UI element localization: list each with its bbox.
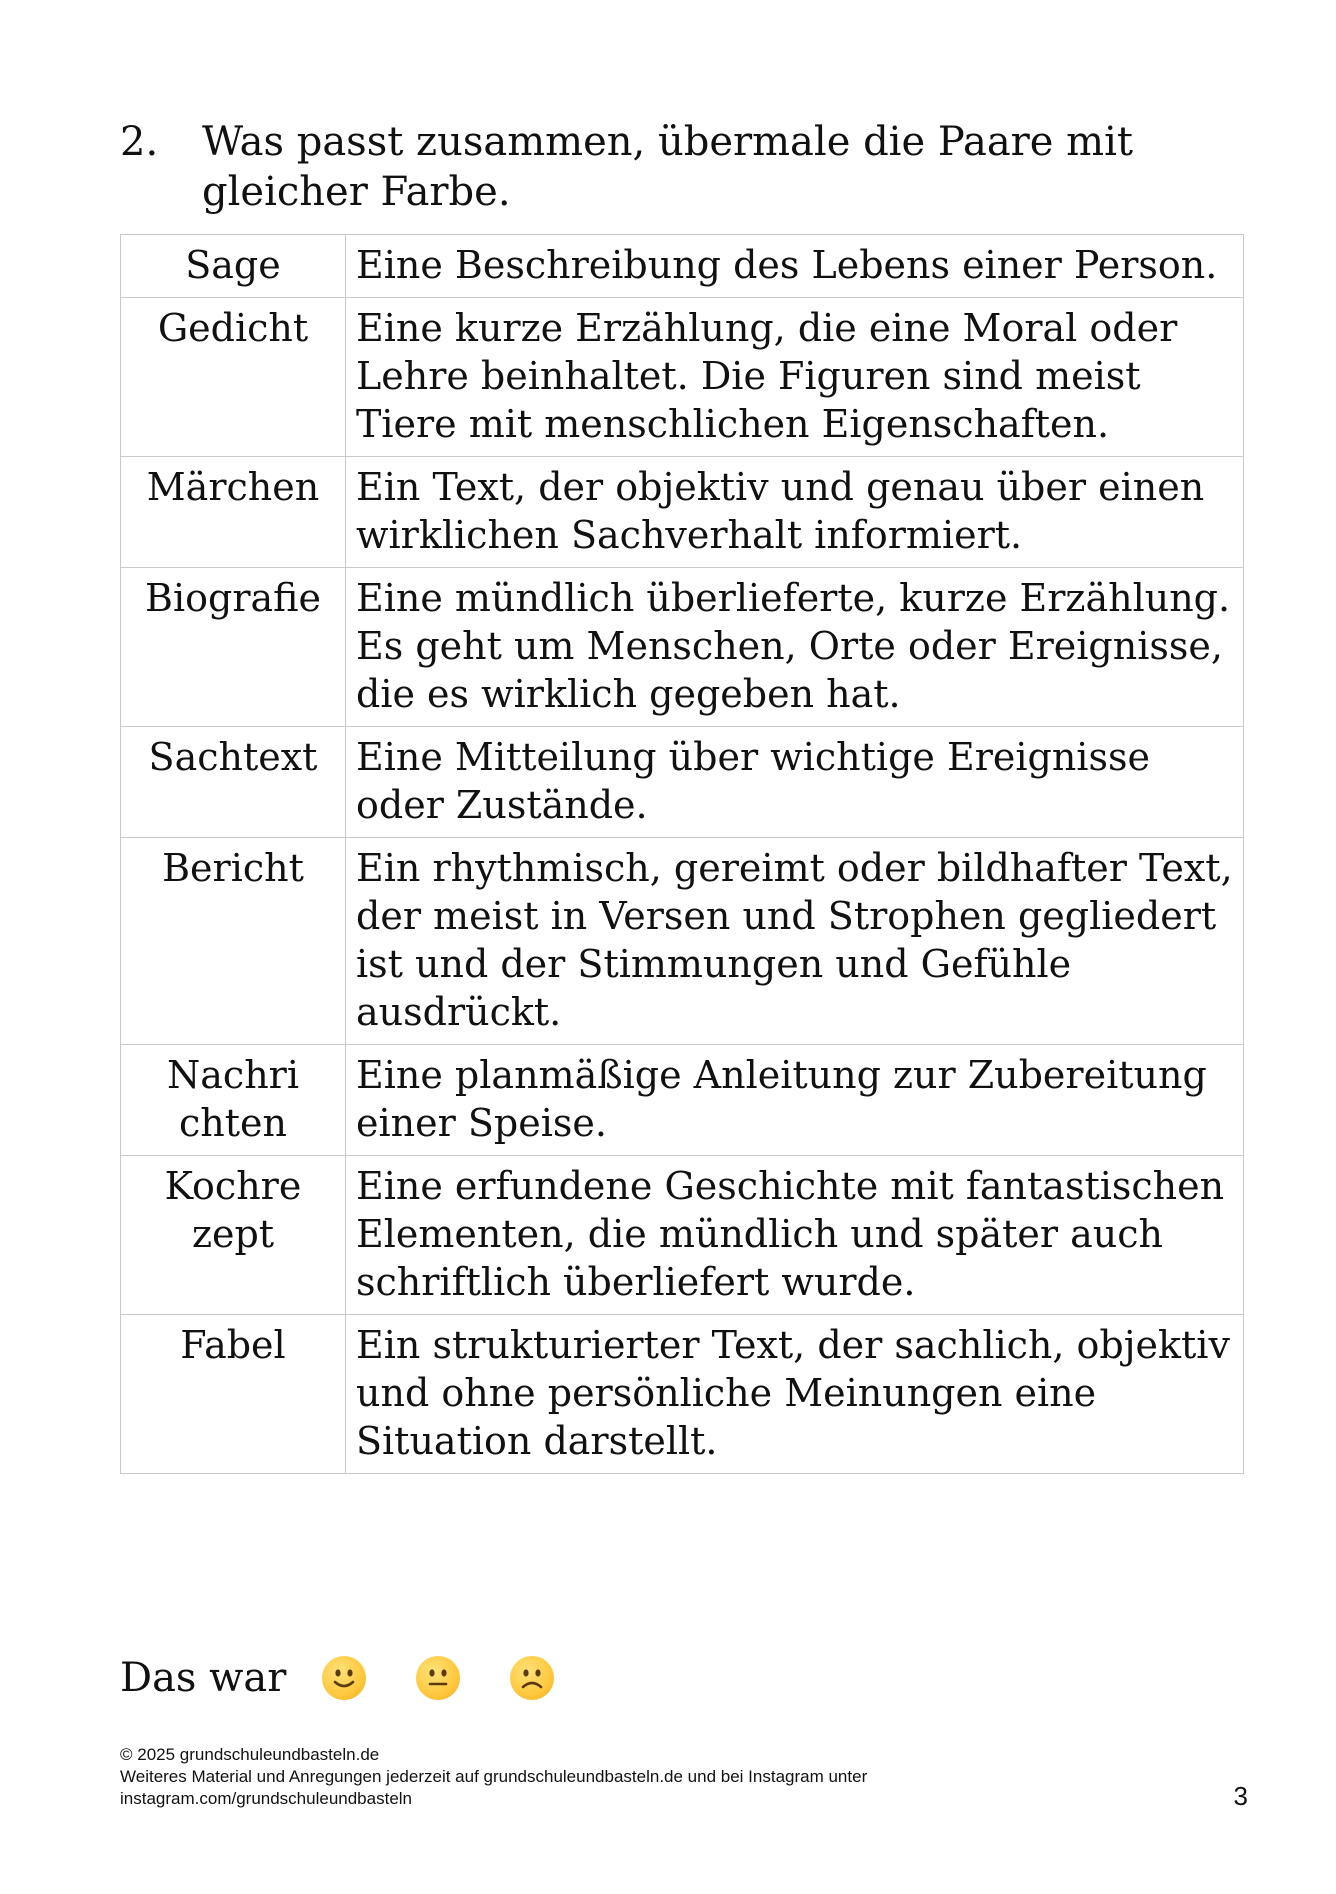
table-row — [121, 298, 1244, 457]
term-cell[interactable] — [121, 1045, 346, 1156]
table-row — [121, 1315, 1244, 1474]
term-text: Kochrezept — [164, 1164, 302, 1256]
table-row — [121, 1156, 1244, 1315]
description-cell[interactable]: Eine planmäßige Anleitung zur Zubereitung einer Speise. — [346, 1045, 1244, 1156]
footer-note: Weiteres Material und Anregungen jederzeit auf grundschuleundbasteln.de und bei Instagram unter instagram.com/grundschuleundbasteln — [120, 1767, 868, 1808]
term-cell[interactable]: Sachtext — [121, 727, 346, 838]
task-heading — [120, 117, 1180, 217]
term-cell[interactable]: Märchen — [121, 457, 346, 568]
term-cell[interactable]: Biografie — [121, 568, 346, 727]
table-row — [121, 1045, 1244, 1156]
footer — [120, 1744, 1120, 1810]
matching-table — [120, 234, 1244, 1474]
task-number: 2. — [120, 119, 159, 165]
rating-label: Das war — [120, 1655, 287, 1701]
table-row — [121, 235, 1244, 298]
smiling-face-icon[interactable] — [322, 1656, 366, 1700]
description-cell[interactable]: Eine Mitteilung über wichtige Ereignisse oder Zustände. — [346, 727, 1244, 838]
description-cell[interactable]: Ein rhythmisch, gereimt oder bildhafter Text, der meist in Versen und Strophen gegliedert ist und der Stimmungen und Gefühle ausdrückt. — [346, 838, 1244, 1045]
description-cell[interactable]: Eine mündlich überlieferte, kurze Erzählung. Es geht um Menschen, Orte oder Ereignisse, die es wirklich gegeben hat. — [346, 568, 1244, 727]
page-number: 3 — [1233, 1781, 1248, 1811]
frowning-face-icon[interactable] — [510, 1656, 554, 1700]
term-text: Nachrichten — [167, 1053, 299, 1145]
description-cell[interactable]: Eine Beschreibung des Lebens einer Person. — [346, 235, 1244, 298]
term-cell[interactable]: Sage — [121, 235, 346, 298]
table-row — [121, 838, 1244, 1045]
table-row — [121, 727, 1244, 838]
description-cell[interactable]: Eine kurze Erzählung, die eine Moral oder Lehre beinhaltet. Die Figuren sind meist Tiere mit menschlichen Eigenschaften. — [346, 298, 1244, 457]
description-cell[interactable]: Eine erfundene Geschichte mit fantastischen Elementen, die mündlich und später auch schriftlich überliefert wurde. — [346, 1156, 1244, 1315]
self-rating — [120, 1648, 604, 1708]
term-cell[interactable] — [121, 1156, 346, 1315]
term-cell[interactable]: Gedicht — [121, 298, 346, 457]
table-row — [121, 568, 1244, 727]
table-row — [121, 457, 1244, 568]
term-cell[interactable]: Bericht — [121, 838, 346, 1045]
neutral-face-icon[interactable] — [416, 1656, 460, 1700]
task-instruction: Was passt zusammen, übermale die Paare mit gleicher Farbe. — [202, 119, 1133, 215]
description-cell[interactable]: Ein Text, der objektiv und genau über einen wirklichen Sachverhalt informiert. — [346, 457, 1244, 568]
footer-copyright: © 2025 grundschuleundbasteln.de — [120, 1745, 380, 1764]
description-cell[interactable]: Ein strukturierter Text, der sachlich, objektiv und ohne persönliche Meinungen eine Situation darstellt. — [346, 1315, 1244, 1474]
term-cell[interactable]: Fabel — [121, 1315, 346, 1474]
